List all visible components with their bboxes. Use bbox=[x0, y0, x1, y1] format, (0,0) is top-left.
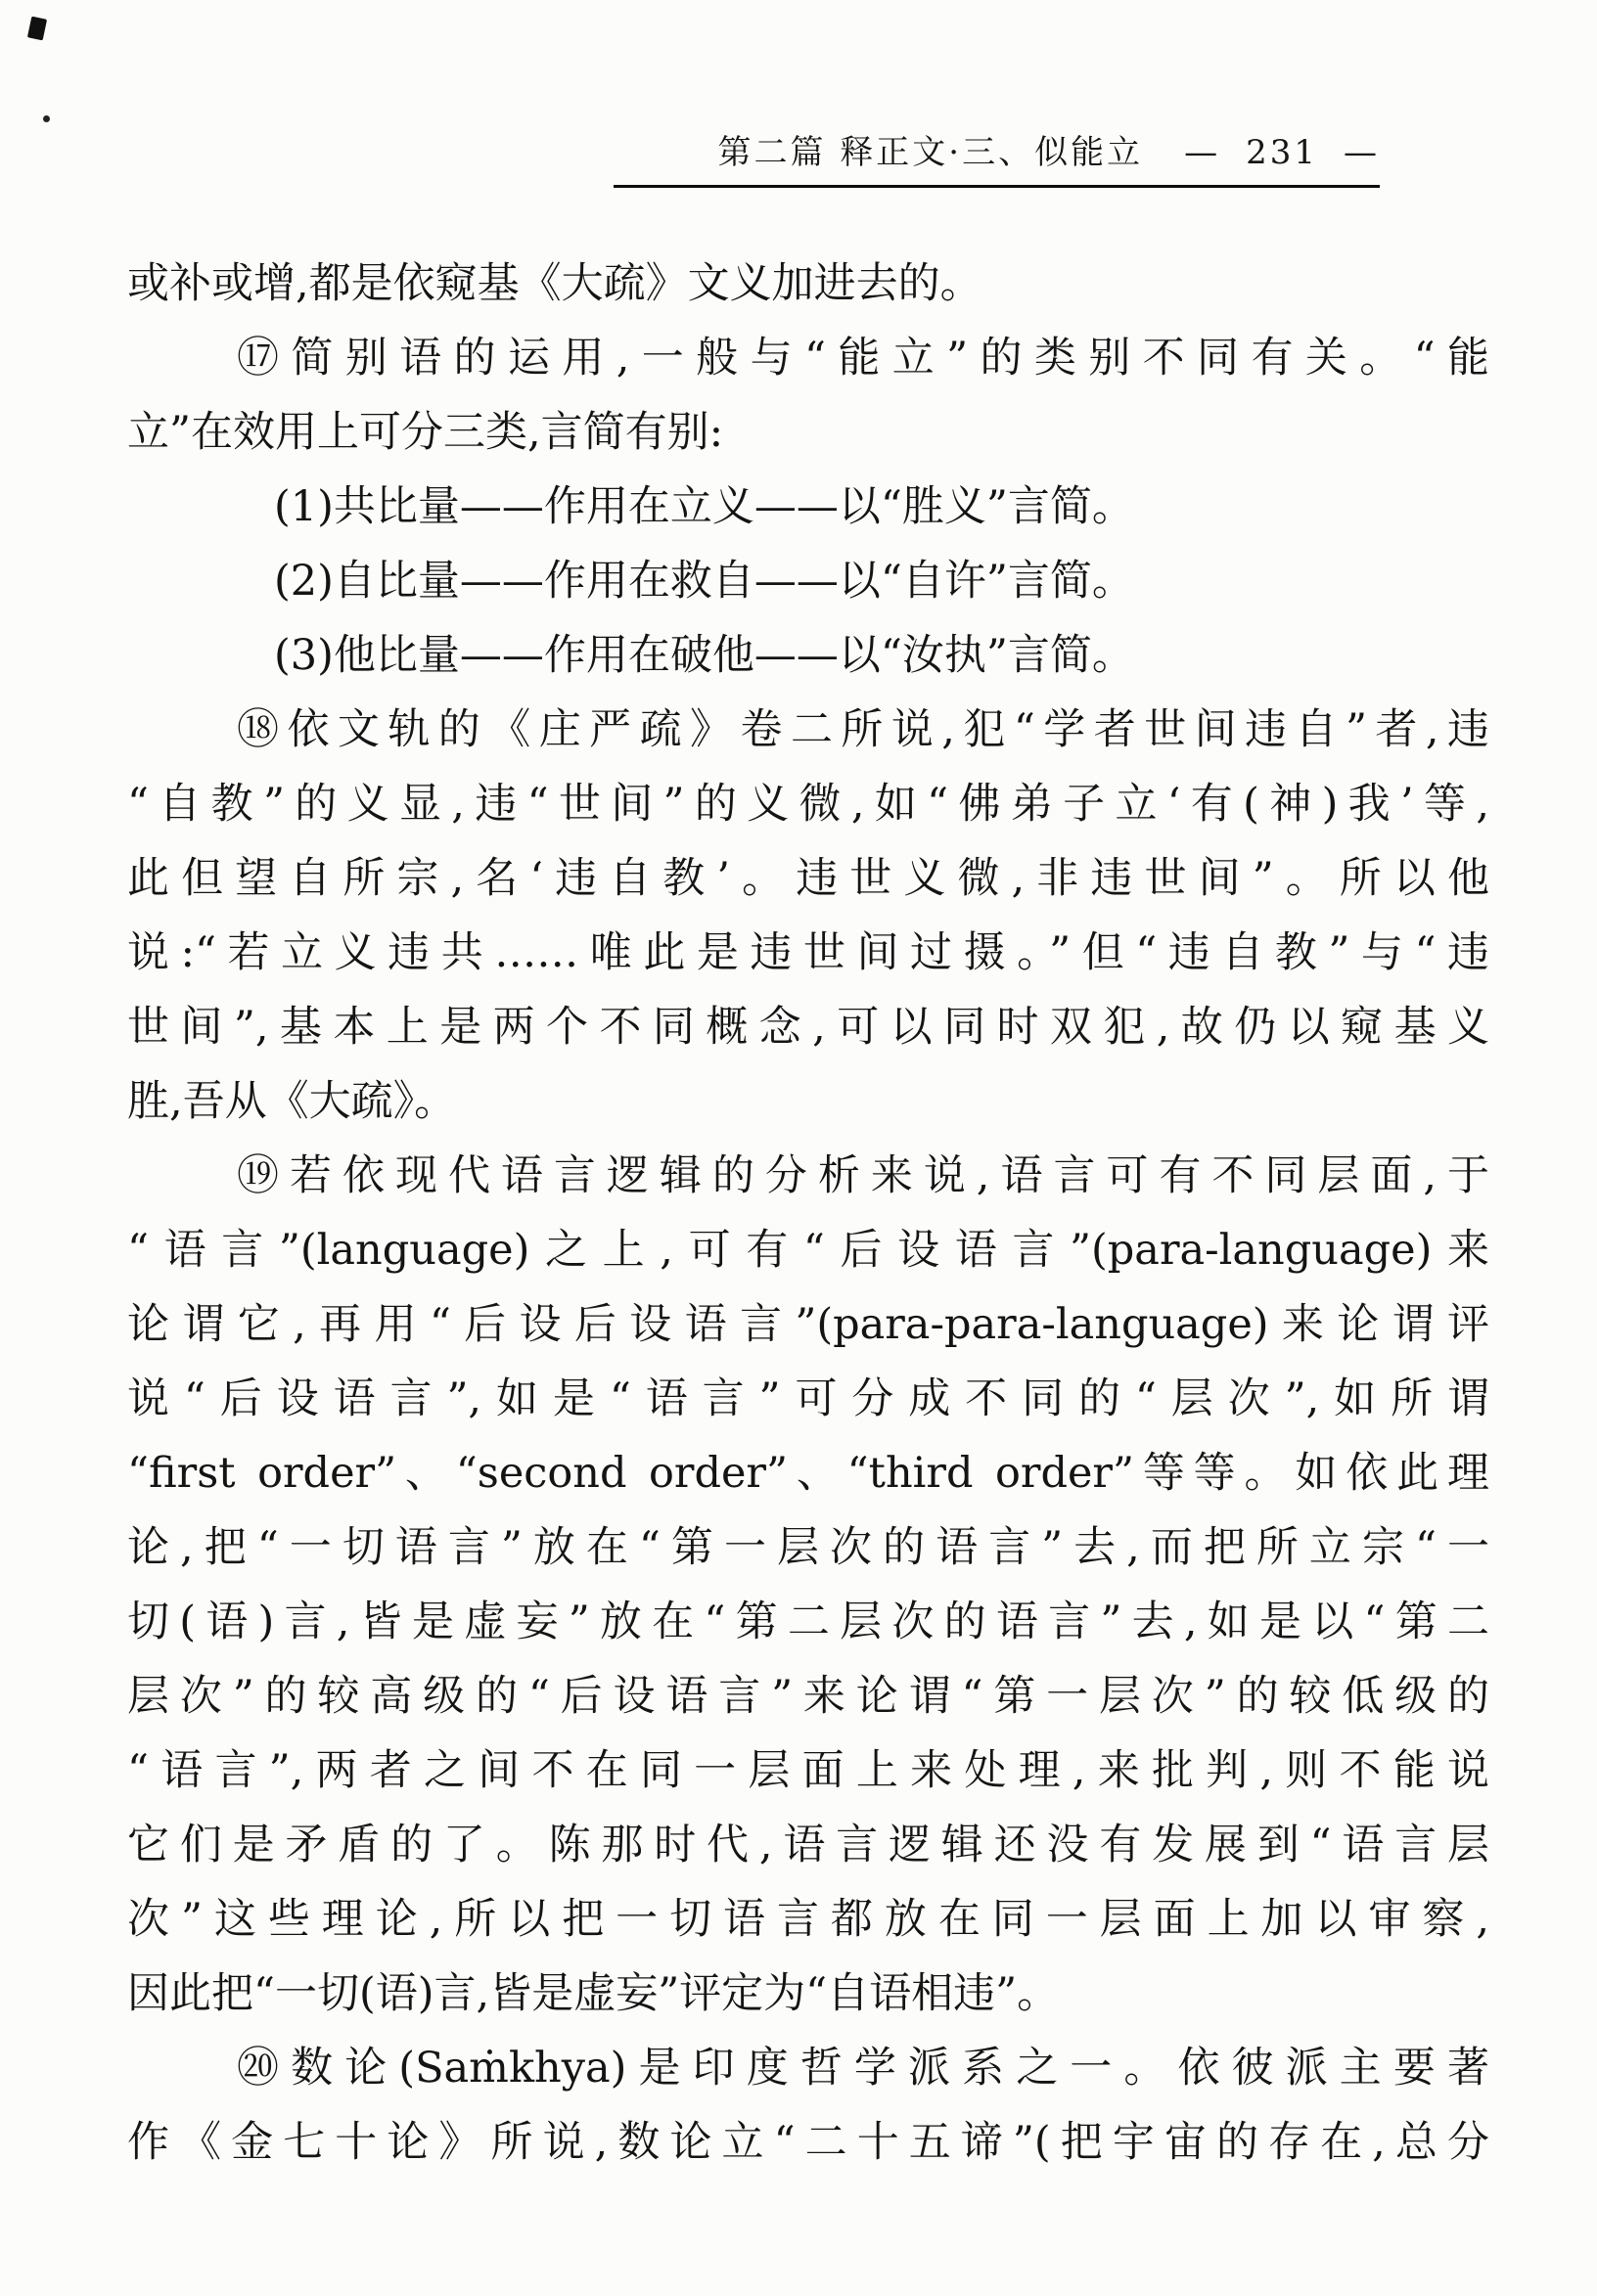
text-line: 次”这些理论,所以把一切语言都放在同一层面上加以审察, bbox=[127, 1895, 1489, 1944]
header-section-title: 第二篇 释正文·三、似能立 bbox=[717, 133, 1144, 172]
text-line: 论,把“一切语言”放在“第一层次的语言”去,而把所立宗“一 bbox=[127, 1523, 1489, 1572]
body-lines bbox=[127, 247, 1489, 2180]
text-line: ⑳数论(Saṁkhya)是印度哲学派系之一。依彼派主要著 bbox=[237, 2044, 1489, 2093]
text-line: 说“后设语言”,如是“语言”可分成不同的“层次”,如所谓 bbox=[127, 1374, 1489, 1423]
text-line: ⑰简别语的运用,一般与“能立”的类别不同有关。“能 bbox=[237, 334, 1489, 383]
page-header bbox=[614, 125, 1380, 188]
text-line: 切(语)言,皆是虚妄”放在“第二层次的语言”去,如是以“第二 bbox=[127, 1598, 1489, 1646]
text-line: 论谓它,再用“后设后设语言”(para-para-language)来论谓评 bbox=[127, 1300, 1489, 1349]
text-line: 因此把“一切(语)言,皆是虚妄”评定为“自语相违”。 bbox=[127, 1969, 1060, 2018]
text-line: 它们是矛盾的了。陈那时代,语言逻辑还没有发展到“语言层 bbox=[127, 1821, 1489, 1869]
text-line: 作《金七十论》所说,数论立“二十五谛”(把宇宙的存在,总分 bbox=[127, 2118, 1489, 2167]
scan-artifact bbox=[43, 115, 50, 122]
text-line: 此但望自所宗,名‘违自教’。违世义微,非违世间”。所以他 bbox=[127, 854, 1489, 903]
text-line: “自教”的义显,违“世间”的义微,如“佛弟子立‘有(神)我’等, bbox=[127, 780, 1489, 829]
text-line: ⑲若依现代语言逻辑的分析来说,语言可有不同层面,于 bbox=[237, 1151, 1489, 1200]
text-line: 或补或增,都是依窥基《大疏》文义加进去的。 bbox=[127, 259, 982, 308]
text-line: 世间”,基本上是两个不同概念,可以同时双犯,故仍以窥基义 bbox=[127, 1003, 1489, 1052]
header-dash-left: — bbox=[1184, 133, 1221, 172]
text-line: “语言”(language)之上,可有“后设语言”(para-language)来 bbox=[127, 1226, 1489, 1275]
text-line: ⑱依文轨的《庄严疏》卷二所说,犯“学者世间违自”者,违 bbox=[237, 705, 1489, 754]
header-dash-right: — bbox=[1344, 133, 1380, 172]
text-line: 说:“若立义违共……唯此是违世间过摄。”但“违自教”与“违 bbox=[127, 928, 1489, 977]
text-line: (1)共比量——作用在立义——以“胜义”言简。 bbox=[274, 482, 1134, 531]
text-line: 立”在效用上可分三类,言简有别: bbox=[127, 408, 724, 457]
page-number: 231 bbox=[1246, 133, 1318, 172]
text-line: (2)自比量——作用在救自——以“自许”言简。 bbox=[274, 557, 1134, 606]
text-line: “语言”,两者之间不在同一层面上来处理,来批判,则不能说 bbox=[127, 1746, 1489, 1795]
text-line: 胜,吾从《大疏》。 bbox=[127, 1077, 457, 1126]
scan-artifact bbox=[27, 17, 47, 41]
page-number-group bbox=[1184, 133, 1380, 172]
text-line: 层次”的较高级的“后设语言”来论谓“第一层次”的较低级的 bbox=[127, 1672, 1489, 1721]
text-line: (3)他比量——作用在破他——以“汝执”言简。 bbox=[274, 631, 1134, 680]
text-line: “first order”、“second order”、“third order”等等。如依此理 bbox=[127, 1449, 1489, 1498]
